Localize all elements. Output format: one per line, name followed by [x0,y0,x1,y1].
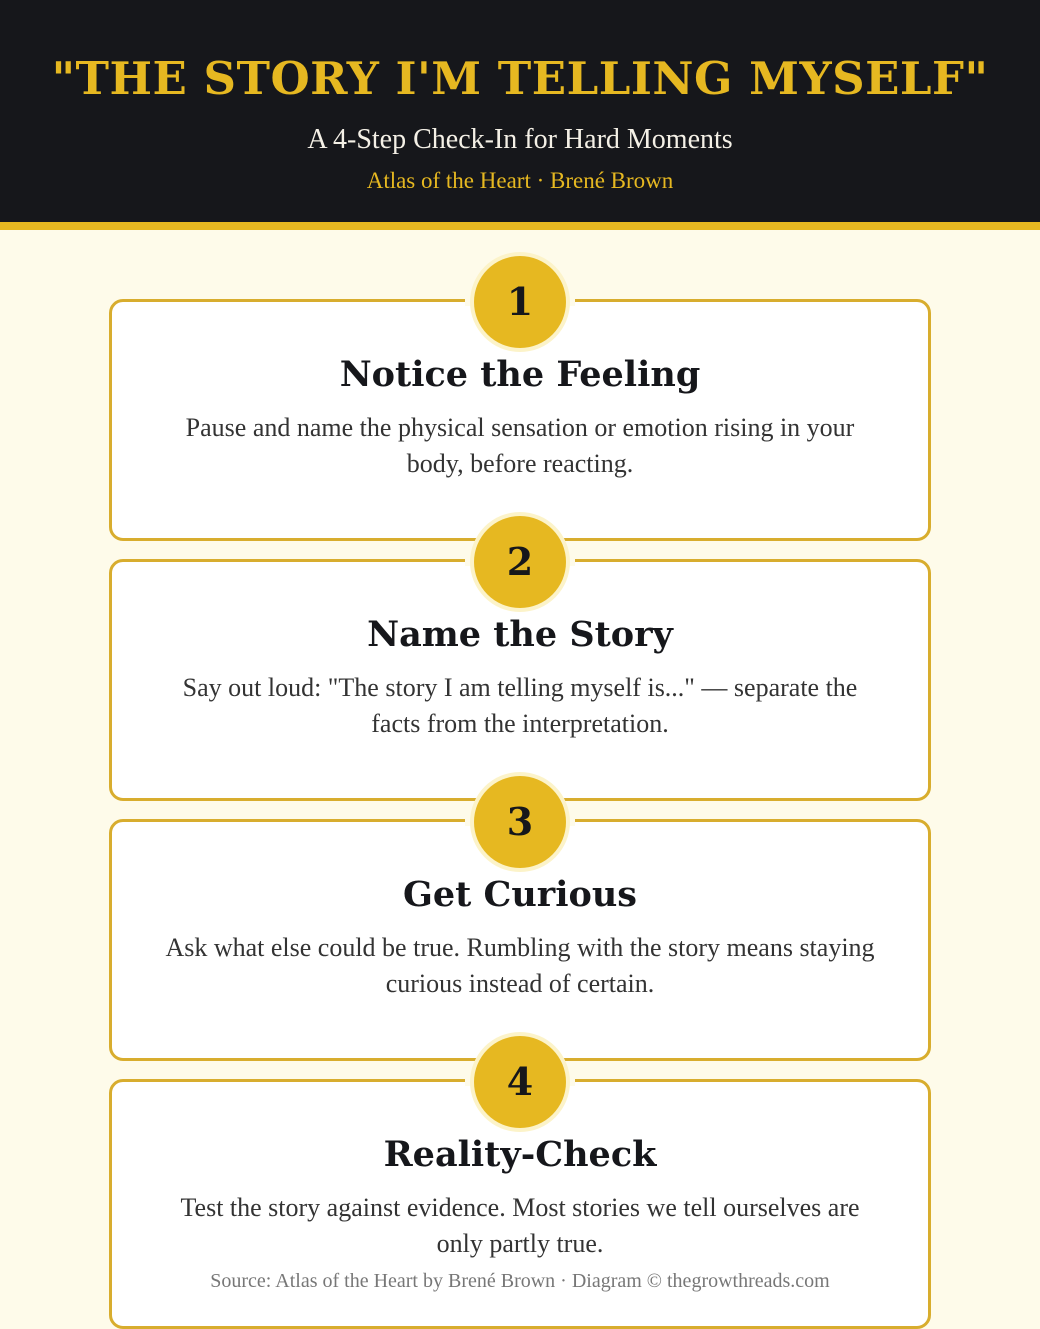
step-title: Name the Story [367,614,673,655]
step-number-badge: 1 [474,256,566,348]
step-title: Notice the Feeling [339,354,701,395]
step-description: Test the story against evidence. Most stories we tell ourselves are only partly true. [180,1193,860,1258]
step-description: Pause and name the physical sensation or emotion rising in your body, before reacting. [185,413,855,478]
step-description: Ask what else could be true. Rumbling with the story means staying curious instead of certain. [165,933,875,998]
step-number-badge: 3 [474,776,566,868]
step-description: Say out loud: "The story I am telling myself is..." — separate the facts from the interpretation. [182,673,858,738]
book-attribution: Atlas of the Heart · Brené Brown [366,168,674,193]
header-divider [0,222,1040,230]
step-number-badge: 4 [474,1036,566,1128]
page-subtitle: A 4-Step Check-In for Hard Moments [307,124,733,155]
step-title: Get Curious [402,874,638,915]
header-banner [0,0,1040,222]
page-title: "THE STORY I'M TELLING MYSELF" [51,52,989,105]
source-credit: Source: Atlas of the Heart by Brené Brown · Diagram © thegrowthreads.com [210,1270,830,1292]
step-title: Reality-Check [383,1134,657,1175]
step-number-badge: 2 [474,516,566,608]
